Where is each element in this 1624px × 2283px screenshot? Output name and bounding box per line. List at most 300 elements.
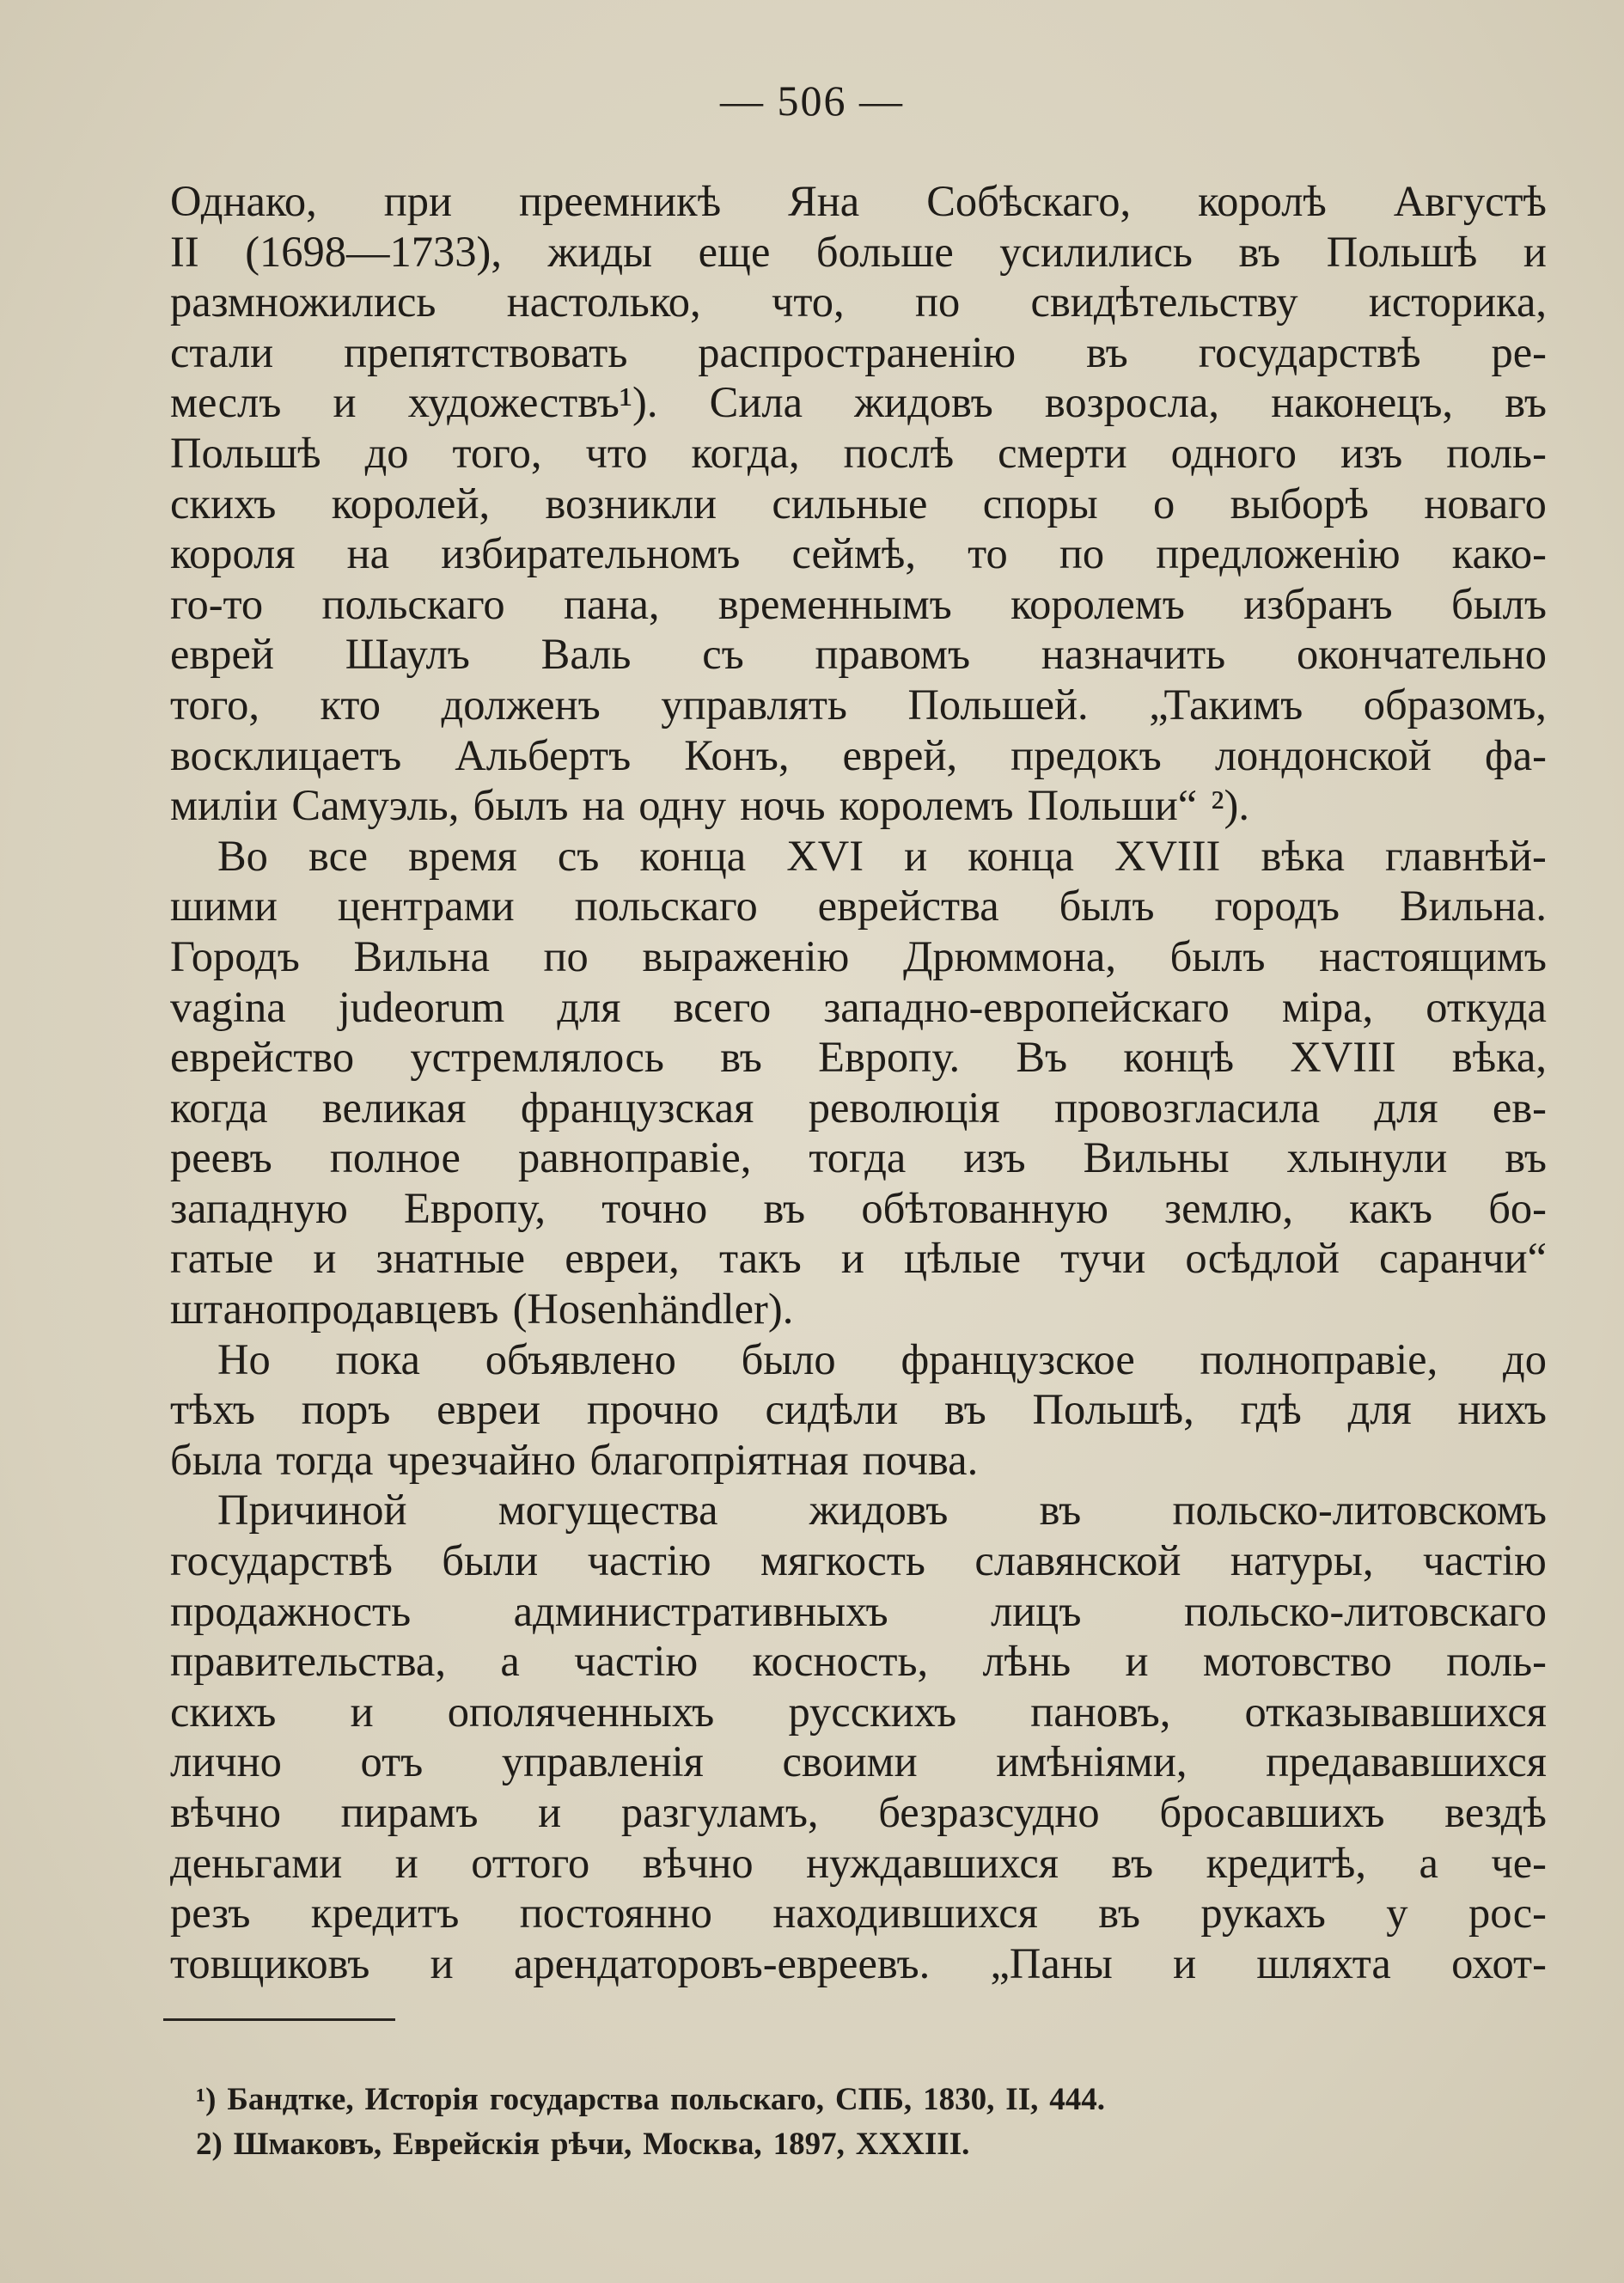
word: Польшѣ, — [1032, 1385, 1194, 1434]
text-line — [170, 1132, 1547, 1183]
word: въ — [944, 1385, 986, 1434]
word: изъ — [1340, 428, 1403, 477]
word: Польшей. — [907, 680, 1089, 729]
word: лондонской — [1214, 730, 1432, 779]
footnote-word: СПБ, — [834, 2082, 913, 2117]
footnote-word: II, — [1005, 2082, 1039, 2117]
word: какъ — [1349, 1183, 1433, 1232]
text-line — [170, 1535, 1547, 1586]
word: мотовство — [1202, 1637, 1392, 1686]
word: частію — [1422, 1536, 1547, 1585]
word: еврейства — [817, 882, 999, 931]
word: когда — [170, 1083, 268, 1132]
word: по — [914, 278, 961, 327]
word: Польши“ — [1027, 781, 1198, 830]
word: изъ — [963, 1133, 1026, 1182]
word: славянской — [974, 1536, 1181, 1585]
word: въ — [1505, 378, 1547, 427]
word: Въ — [1016, 1033, 1068, 1082]
word: одну — [638, 781, 726, 830]
word: польскаго — [321, 579, 505, 628]
word: настолько, — [506, 278, 701, 327]
text-line — [170, 479, 1547, 529]
word: Европу, — [404, 1183, 546, 1232]
word: постоянно — [519, 1889, 712, 1938]
word: ополяченныхъ — [447, 1687, 715, 1736]
word: время — [408, 831, 517, 880]
word: Польшѣ — [1326, 227, 1478, 276]
word: долженъ — [441, 680, 601, 729]
word: и — [333, 378, 357, 427]
word: тучи — [1060, 1234, 1146, 1283]
word: оттого — [471, 1838, 590, 1887]
word: споры — [982, 479, 1098, 528]
word: съ — [702, 630, 744, 679]
word: како- — [1451, 529, 1547, 578]
footnote-word: польскаго, — [670, 2082, 825, 2117]
word: (1698—1733), — [245, 227, 502, 276]
word: Сила — [709, 378, 803, 427]
word: французское — [901, 1334, 1135, 1383]
word: Городъ — [170, 931, 300, 980]
word: возникли — [545, 479, 717, 528]
footnote-2 — [196, 2122, 1399, 2167]
word: конца — [639, 831, 747, 880]
word: короля — [170, 529, 296, 578]
word: и — [538, 1788, 562, 1836]
word: отказывавшихся — [1244, 1687, 1547, 1736]
word: рукахъ — [1200, 1889, 1326, 1938]
word: временнымъ — [717, 579, 952, 628]
word: и — [430, 1938, 454, 1987]
word: точно — [601, 1183, 708, 1232]
word: главнѣй- — [1384, 831, 1547, 880]
word: и — [904, 831, 928, 880]
word: назначить — [1041, 630, 1226, 679]
word: избранъ — [1243, 579, 1393, 628]
word: объявлено — [485, 1334, 676, 1383]
word: деньгами — [170, 1838, 343, 1887]
word: Вильны — [1083, 1133, 1230, 1182]
word: настоящимъ — [1319, 931, 1547, 980]
word: былъ — [1451, 579, 1547, 628]
text-line — [170, 1687, 1547, 1737]
word: разгуламъ, — [620, 1788, 819, 1836]
word: частію — [574, 1637, 699, 1686]
word: усилились — [999, 227, 1193, 276]
word: ночь — [740, 781, 826, 830]
word: пана, — [564, 579, 660, 628]
word: образомъ, — [1363, 680, 1547, 729]
word: ре- — [1491, 327, 1547, 376]
word: отъ — [360, 1737, 424, 1786]
footnote-word: 1830, — [923, 2082, 995, 2117]
word: II — [170, 227, 199, 276]
word: западную — [170, 1183, 348, 1232]
page-number: — 506 — — [720, 76, 904, 125]
word: гатые — [170, 1234, 274, 1283]
word: западно-европейскаго — [823, 982, 1230, 1031]
text-line — [170, 1183, 1547, 1234]
word: Вильна — [353, 931, 490, 980]
word: о — [1152, 479, 1175, 528]
word: препятствовать — [344, 327, 628, 376]
word: съ — [557, 831, 600, 880]
footnote-word: Еврейскія — [393, 2127, 540, 2162]
word: польско-литовскомъ — [1172, 1486, 1547, 1535]
word: и — [1523, 227, 1547, 276]
word: бросавшихъ — [1159, 1788, 1385, 1836]
word: лично — [170, 1737, 282, 1786]
word: своими — [782, 1737, 918, 1786]
word: прочно — [586, 1385, 719, 1434]
word: сидѣли — [765, 1385, 899, 1434]
footnote-1 — [196, 2078, 1399, 2122]
word: Во — [217, 831, 268, 880]
text-line — [170, 1284, 1547, 1334]
text-line — [170, 1636, 1547, 1687]
word: окончательно — [1297, 630, 1547, 679]
word: управлять — [661, 680, 847, 729]
word: хлынули — [1286, 1133, 1448, 1182]
word: въ — [1111, 1838, 1154, 1887]
word: концѣ — [1123, 1033, 1235, 1082]
paragraph-start-line — [170, 1485, 1547, 1535]
word: почва. — [862, 1435, 979, 1484]
word: шими — [170, 882, 278, 931]
footnote-word: 444. — [1049, 2082, 1106, 2117]
word: у — [1386, 1889, 1408, 1938]
word: наконецъ, — [1271, 378, 1454, 427]
word: предложенію — [1156, 529, 1401, 578]
text-line — [170, 629, 1547, 680]
word: что, — [771, 278, 845, 327]
word: было — [741, 1334, 836, 1383]
word: историка, — [1368, 278, 1547, 327]
text-line — [170, 1838, 1547, 1889]
word: лѣнь — [982, 1637, 1071, 1686]
word: свидѣтельству — [1030, 278, 1298, 327]
footnote-word: Бандтке, — [227, 2082, 354, 2117]
word: чрезчайно — [387, 1435, 577, 1484]
text-line — [170, 1787, 1547, 1838]
word: правительства, — [170, 1637, 446, 1686]
word: поръ — [301, 1385, 391, 1434]
word: и — [1173, 1938, 1197, 1987]
word: до — [1503, 1334, 1547, 1383]
word: на — [346, 529, 390, 578]
text-line — [170, 1384, 1547, 1435]
word: центрами — [337, 882, 515, 931]
word: королемъ — [1010, 579, 1185, 628]
word: тогда — [809, 1133, 907, 1182]
word: еврейство — [170, 1033, 355, 1082]
text-line — [170, 1032, 1547, 1083]
word: жиды — [547, 227, 653, 276]
word: а — [1419, 1838, 1438, 1887]
word: кредитъ — [310, 1889, 460, 1938]
footnote-word: Исторія — [364, 2082, 479, 2117]
word: нуждавшихся — [806, 1838, 1059, 1887]
word: XVIII — [1290, 1033, 1396, 1082]
word: въ — [1098, 1889, 1140, 1938]
text-line — [170, 227, 1547, 278]
word: все — [308, 831, 369, 880]
word: распространенію — [698, 327, 1017, 376]
word: Собѣскаго, — [926, 177, 1132, 225]
footnote-word: 1897, — [772, 2127, 845, 2162]
word: вездѣ — [1444, 1788, 1547, 1836]
word: въ — [1505, 1133, 1547, 1182]
word: бо- — [1488, 1183, 1547, 1232]
text-line — [170, 277, 1547, 327]
word: для — [1347, 1385, 1412, 1434]
word: безразсудно — [878, 1788, 1100, 1836]
word: въ — [1039, 1486, 1082, 1535]
word: и — [350, 1687, 374, 1736]
word: цѣлые — [904, 1234, 1021, 1283]
word: саранчи“ — [1379, 1234, 1547, 1283]
word: тогда — [276, 1435, 374, 1484]
word: че- — [1491, 1838, 1547, 1887]
word: выборѣ — [1230, 479, 1369, 528]
word: знатные — [375, 1234, 526, 1283]
word: реевъ — [170, 1133, 272, 1182]
word: пановъ, — [1030, 1687, 1171, 1736]
word: въ — [720, 1033, 762, 1082]
word: когда, — [691, 428, 800, 477]
word: избирательномъ — [441, 529, 741, 578]
word: благопріятная — [589, 1435, 849, 1484]
word: въ — [1086, 327, 1128, 376]
word: того, — [452, 428, 542, 477]
word: а — [500, 1637, 520, 1686]
word: арендаторовъ-евреевъ. — [513, 1938, 931, 1987]
word: тѣхъ — [170, 1385, 255, 1434]
word: королей, — [331, 479, 491, 528]
text-line — [170, 931, 1547, 982]
word: художествъ¹). — [407, 378, 658, 427]
word: ²). — [1211, 781, 1249, 830]
word: по — [1059, 529, 1105, 578]
word: революція — [808, 1083, 1000, 1132]
word: правомъ — [815, 630, 971, 679]
word: продажность — [170, 1586, 412, 1635]
text-line — [170, 327, 1547, 378]
word: послѣ — [843, 428, 955, 477]
word: имѣніями, — [996, 1737, 1187, 1786]
word: городъ — [1214, 882, 1340, 931]
word: осѣдлой — [1185, 1234, 1340, 1283]
word: Однако, — [170, 177, 317, 225]
word: польско-литовскаго — [1183, 1586, 1547, 1635]
word: вѣка, — [1451, 1033, 1547, 1082]
footnote-word: Шмаковъ, — [233, 2127, 382, 2162]
word: то — [968, 529, 1008, 578]
footnote-word: ¹) — [196, 2082, 217, 2117]
word: провозгласила — [1054, 1083, 1321, 1132]
text-line — [170, 982, 1547, 1033]
word: Но — [217, 1334, 271, 1383]
word: находившихся — [772, 1889, 1038, 1938]
word: Польшѣ — [170, 428, 321, 477]
text-line — [170, 528, 1547, 579]
text-line — [170, 176, 1547, 227]
word: польскаго — [574, 882, 758, 931]
word: управленія — [501, 1737, 704, 1786]
word: Августѣ — [1393, 177, 1547, 225]
word: сильные — [772, 479, 928, 528]
word: предававшихся — [1266, 1737, 1547, 1786]
word: смерти — [998, 428, 1127, 477]
word: для — [1374, 1083, 1438, 1132]
word: резъ — [170, 1889, 251, 1938]
word: натуры, — [1230, 1536, 1374, 1585]
text-line — [170, 881, 1547, 931]
word: вѣчно — [642, 1838, 754, 1887]
word: Причиной — [217, 1486, 407, 1535]
word: охот- — [1451, 1938, 1547, 1987]
word: Вильна. — [1399, 882, 1547, 931]
word: былъ — [473, 781, 569, 830]
word: фа- — [1485, 730, 1547, 779]
text-line — [170, 377, 1547, 428]
word: Дрюммона, — [902, 931, 1116, 980]
word: Валь — [540, 630, 632, 679]
word: больше — [815, 227, 954, 276]
word: для — [557, 982, 621, 1031]
word: размножились — [170, 278, 437, 327]
word: кто — [320, 680, 382, 729]
word: скихъ — [170, 479, 277, 528]
word: (Hosenhändler). — [512, 1285, 794, 1334]
word: Европу. — [818, 1033, 961, 1082]
word: по — [543, 931, 589, 980]
word: Альбертъ — [455, 730, 632, 779]
paragraph-start-line — [170, 1334, 1547, 1385]
word: при — [383, 177, 453, 225]
word: пока — [335, 1334, 420, 1383]
word: товщиковъ — [170, 1938, 370, 1987]
word: шляхта — [1256, 1938, 1391, 1987]
word: въ — [763, 1183, 806, 1232]
footnote-divider — [163, 2018, 395, 2021]
word: одного — [1170, 428, 1297, 477]
word: міра, — [1281, 982, 1374, 1031]
word: русскихъ — [788, 1687, 957, 1736]
word: и — [313, 1234, 337, 1283]
word: евреи, — [565, 1234, 680, 1283]
word: косность, — [752, 1637, 929, 1686]
word: до — [364, 428, 409, 477]
word: выраженію — [642, 931, 850, 980]
word: могущества — [498, 1486, 718, 1535]
word: административныхъ — [513, 1586, 888, 1635]
text-line — [170, 579, 1547, 630]
word: кредитѣ, — [1206, 1838, 1366, 1887]
word: поль- — [1446, 1637, 1547, 1686]
word: предокъ — [1010, 730, 1162, 779]
text-line — [170, 1586, 1547, 1637]
word: нихъ — [1457, 1385, 1547, 1434]
word: возросла, — [1044, 378, 1220, 427]
word: землю, — [1164, 1183, 1293, 1232]
word: мягкость — [760, 1536, 925, 1585]
word: были — [442, 1536, 539, 1585]
word: государствѣ — [170, 1536, 393, 1585]
word: гдѣ — [1240, 1385, 1302, 1434]
body-text — [170, 176, 1547, 1988]
word: на — [582, 781, 626, 830]
word: королемъ — [839, 781, 1014, 830]
word: „Такимъ — [1149, 680, 1303, 729]
word: преемникѣ — [519, 177, 722, 225]
word: откуда — [1426, 982, 1547, 1031]
word: новаго — [1424, 479, 1547, 528]
word: королѣ — [1198, 177, 1327, 225]
word: вѣка — [1261, 831, 1345, 880]
word: миліи — [170, 781, 278, 830]
word: и — [840, 1234, 864, 1283]
word: вѣчно — [170, 1788, 281, 1836]
word: XVIII — [1114, 831, 1221, 880]
footnote-word: 2) — [196, 2127, 223, 2162]
word: Шаулъ — [345, 630, 470, 679]
word: лицъ — [991, 1586, 1082, 1635]
word: равноправіе, — [517, 1133, 752, 1182]
footnote-word: XXXIII. — [855, 2127, 970, 2162]
word: го-то — [170, 579, 264, 628]
footnote-word: Москва, — [643, 2127, 762, 2162]
word: Самуэль, — [291, 781, 460, 830]
word: ев- — [1492, 1083, 1547, 1132]
word: евреи — [437, 1385, 541, 1434]
word: поль- — [1446, 428, 1547, 477]
word: жидовъ — [854, 378, 993, 427]
word: штанопродавцевъ — [170, 1285, 499, 1334]
word: что — [585, 428, 648, 477]
footnotes — [196, 2078, 1399, 2167]
word: меслъ — [170, 378, 282, 427]
word: vagina — [170, 982, 286, 1031]
word: великая — [321, 1083, 467, 1132]
text-line — [170, 1737, 1547, 1787]
word: былъ — [1059, 882, 1155, 931]
word: въ — [1238, 227, 1281, 276]
word: того, — [170, 680, 259, 729]
text-line — [170, 1938, 1547, 1989]
word: и — [394, 1838, 418, 1887]
word: всего — [673, 982, 772, 1031]
word: полноправіе, — [1200, 1334, 1438, 1383]
text-line — [170, 1083, 1547, 1133]
word: частію — [587, 1536, 711, 1585]
word: конца — [968, 831, 1074, 880]
word: устремлялось — [410, 1033, 664, 1082]
paragraph-start-line — [170, 831, 1547, 882]
word: рос- — [1468, 1889, 1547, 1938]
footnote-word: государства — [489, 2082, 660, 2117]
text-line — [170, 1888, 1547, 1938]
text-line — [170, 1435, 1547, 1486]
text-line — [170, 780, 1547, 831]
text-line — [170, 730, 1547, 781]
word: пирамъ — [340, 1788, 479, 1836]
word: стали — [170, 327, 274, 376]
word: еврей — [170, 630, 274, 679]
word: и — [1125, 1637, 1149, 1686]
word: Конъ, — [684, 730, 790, 779]
